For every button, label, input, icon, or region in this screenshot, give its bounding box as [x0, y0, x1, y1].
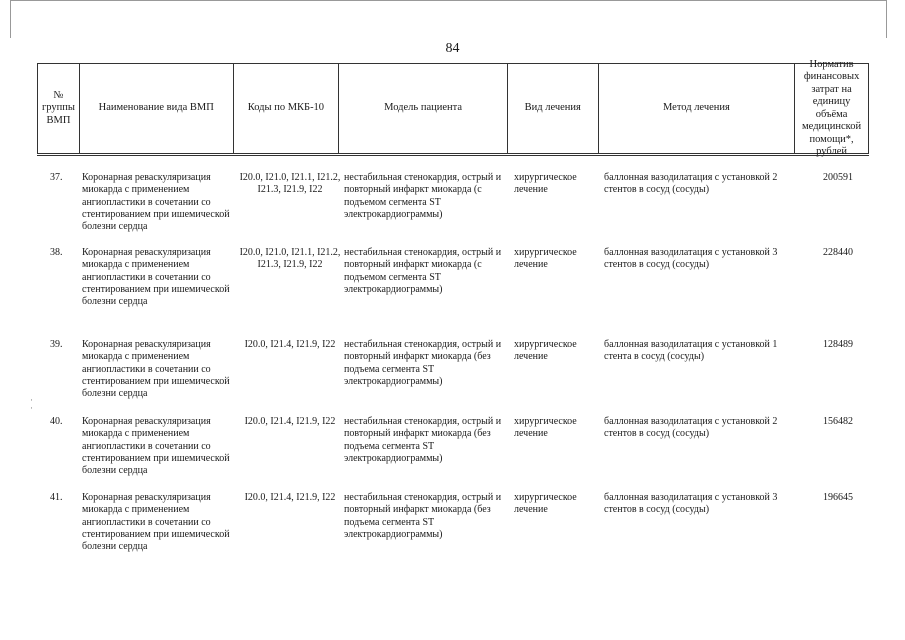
row-treatment-type: хирургическое лечение: [514, 172, 577, 196]
row-treatment-method: баллонная вазодилатация с установкой 2 стентов в сосуд (сосуды): [604, 172, 778, 196]
row-treatment-type: хирургическое лечение: [514, 339, 577, 363]
row-treatment-method: баллонная вазодилатация с установкой 1 стента в сосуд (сосуды): [604, 339, 778, 363]
row-number: 40.: [50, 416, 63, 427]
row-vmp-name: Коронарная реваскуляризация миокарда с применением ангиопластики в сочетании со стентированием при ишемической болезни сердца: [82, 416, 230, 477]
header-cost-norm: Норматив финансовых затрат на единицу объёма медицинской помощи*, рублей: [802, 58, 862, 157]
row-vmp-name: Коронарная реваскуляризация миокарда с применением ангиопластики в сочетании со стентированием при ишемической болезни сердца: [82, 339, 230, 400]
row-icd-codes: I20.0, I21.0, I21.1, I21.2, I21.3, I21.9, I22: [239, 247, 341, 271]
header-group-number: № группы ВМП: [38, 64, 80, 153]
row-cost: 196645: [823, 492, 853, 503]
page-frame-right: [886, 0, 887, 38]
page-frame-top: [10, 0, 886, 1]
row-number: 38.: [50, 247, 63, 258]
row-treatment-type: хирургическое лечение: [514, 247, 577, 271]
row-patient-model: нестабильная стенокардия, острый и повторный инфаркт миокарда (с подъемом сегмента ST электрокардиограммы): [344, 172, 502, 220]
row-patient-model: нестабильная стенокардия, острый и повторный инфаркт миокарда (без подъема сегмента ST электрокардиограммы): [344, 339, 502, 387]
row-vmp-name: Коронарная реваскуляризация миокарда с применением ангиопластики в сочетании со стентированием при ишемической болезни сердца: [82, 247, 230, 308]
header-vmp-name: Наименование вида ВМП: [80, 64, 234, 153]
row-treatment-type: хирургическое лечение: [514, 492, 577, 516]
row-cost: 228440: [823, 247, 853, 258]
row-cost: 128489: [823, 339, 853, 350]
row-treatment-method: баллонная вазодилатация с установкой 3 стентов в сосуд (сосуды): [604, 247, 778, 271]
header-treatment-type: Вид лечения: [508, 64, 599, 153]
row-icd-codes: I20.0, I21.4, I21.9, I22: [244, 492, 336, 503]
row-number: 37.: [50, 172, 63, 183]
header-treatment-method: Метод лечения: [599, 64, 796, 153]
row-number: 41.: [50, 492, 63, 503]
row-vmp-name: Коронарная реваскуляризация миокарда с применением ангиопластики в сочетании со стентированием при ишемической болезни сердца: [82, 492, 230, 553]
header-icd-codes: Коды по МКБ-10: [234, 64, 340, 153]
row-icd-codes: I20.0, I21.4, I21.9, I22: [244, 416, 336, 427]
row-patient-model: нестабильная стенокардия, острый и повторный инфаркт миокарда (без подъема сегмента ST электрокардиограммы): [344, 416, 502, 464]
row-icd-codes: I20.0, I21.4, I21.9, I22: [244, 339, 336, 350]
row-icd-codes: I20.0, I21.0, I21.1, I21.2, I21.3, I21.9, I22: [239, 172, 341, 196]
row-patient-model: нестабильная стенокардия, острый и повторный инфаркт миокарда (без подъема сегмента ST электрокардиограммы): [344, 492, 502, 540]
header-patient-model: Модель пациента: [339, 64, 508, 153]
table-divider: [37, 155, 869, 156]
table-header: [37, 58, 869, 157]
row-patient-model: нестабильная стенокардия, острый и повторный инфаркт миокарда (с подъемом сегмента ST электрокардиограммы): [344, 247, 502, 295]
row-treatment-type: хирургическое лечение: [514, 416, 577, 440]
page-frame-left: [10, 0, 11, 38]
row-vmp-name: Коронарная реваскуляризация миокарда с применением ангиопластики в сочетании со стентированием при ишемической болезни сердца: [82, 172, 230, 233]
row-treatment-method: баллонная вазодилатация с установкой 3 стентов в сосуд (сосуды): [604, 492, 778, 516]
row-cost: 156482: [823, 416, 853, 427]
row-cost: 200591: [823, 172, 853, 183]
scan-speck: · ·: [30, 395, 33, 413]
row-treatment-method: баллонная вазодилатация с установкой 2 стентов в сосуд (сосуды): [604, 416, 778, 440]
page-number: 84: [445, 41, 460, 56]
row-number: 39.: [50, 339, 63, 350]
